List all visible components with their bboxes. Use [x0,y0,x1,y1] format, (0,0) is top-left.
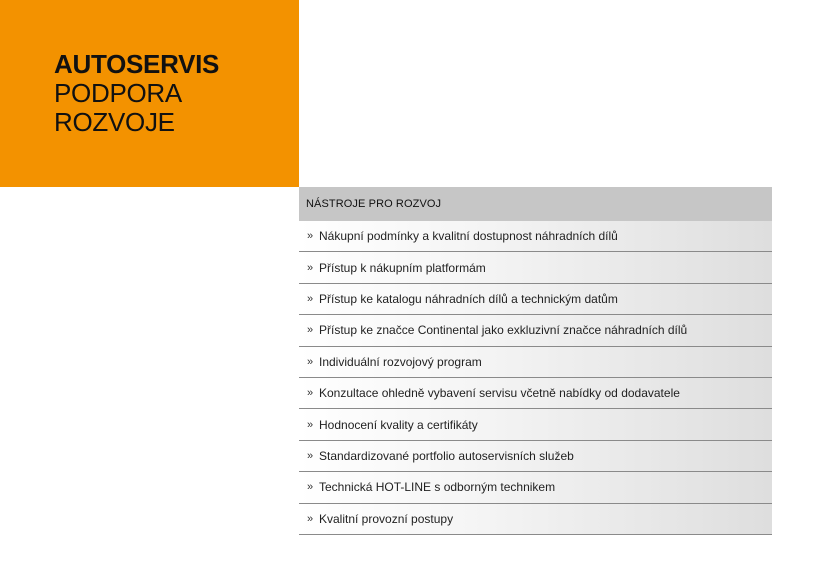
list-item-label: Přístup k nákupním platformám [319,260,486,275]
bullet-icon: » [307,481,314,494]
list-item-label: Hodnocení kvality a certifikáty [319,417,478,432]
list-item-label: Přístup ke značce Continental jako exkluzivní značce náhradních dílů [319,323,688,338]
bullet-icon: » [307,261,314,274]
list-item [299,252,772,283]
bullet-icon: » [307,324,314,337]
list-item [299,504,772,535]
list-item [299,409,772,440]
bullet-icon: » [307,230,314,243]
tools-list [299,221,772,535]
title-line-rozvoje: ROZVOJE [54,107,175,137]
list-item [299,378,772,409]
list-item-label: Kvalitní provozní postupy [319,511,454,526]
list-item-label: Technická HOT-LINE s odborným technikem [319,480,556,495]
list-item [299,472,772,503]
bullet-icon: » [307,292,314,305]
title-line-autoservis: AUTOSERVIS [54,49,220,79]
list-item-label: Standardizované portfolio autoservisních služeb [319,448,574,463]
list-item-label: Přístup ke katalogu náhradních dílů a technickým datům [319,291,618,306]
title-line-podpora: PODPORA [54,78,182,108]
list-item [299,284,772,315]
tools-table [299,187,772,535]
list-item [299,315,772,346]
bullet-icon: » [307,355,314,368]
tools-table-header: NÁSTROJE PRO ROZVOJ [299,187,772,221]
list-item [299,441,772,472]
list-item [299,221,772,252]
list-item-label: Konzultace ohledně vybavení servisu včetně nabídky od dodavatele [319,386,680,401]
list-item [299,347,772,378]
bullet-icon: » [307,418,314,431]
page-title [54,50,219,137]
bullet-icon: » [307,512,314,525]
bullet-icon: » [307,387,314,400]
list-item-label: Nákupní podmínky a kvalitní dostupnost náhradních dílů [319,229,618,244]
hero-block [0,0,299,187]
bullet-icon: » [307,449,314,462]
list-item-label: Individuální rozvojový program [319,354,482,369]
